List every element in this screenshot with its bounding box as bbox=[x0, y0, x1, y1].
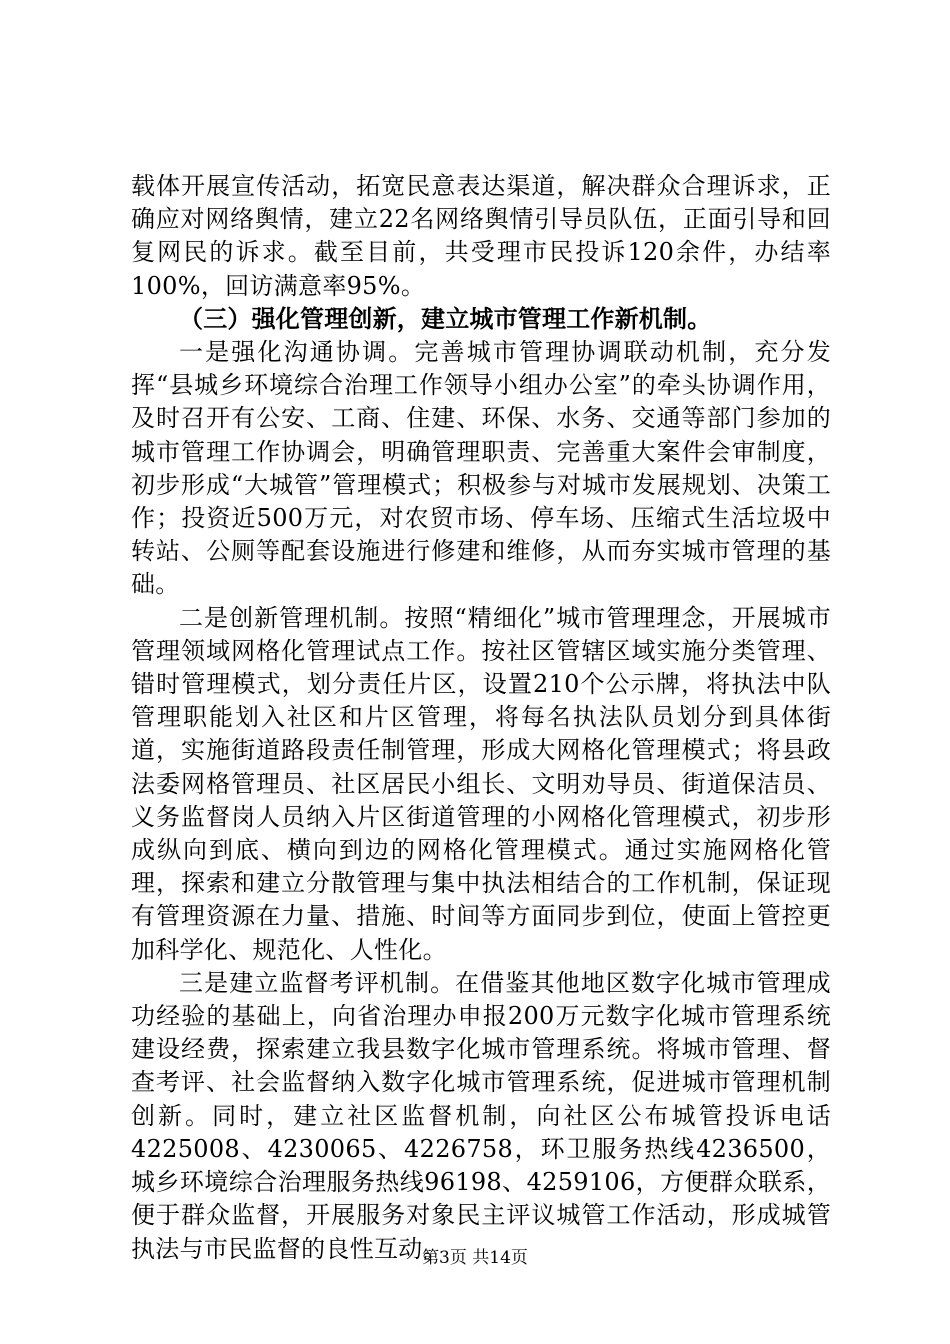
paragraph-continuation: 载体开展宣传活动，拓宽民意表达渠道，解决群众合理诉求，正确应对网络舆情，建立22名网络舆情引导员队伍，正面引导和回复网民的诉求。截至目前，共受理市民投诉120余件，办结率100%，回访满意率95%。 bbox=[131, 172, 831, 300]
paragraph-mechanism: 二是创新管理机制。按照“精细化”城市管理理念，开展城市管理领域网格化管理试点工作。按社区管辖区域实施分类管理、错时管理模式，划分责任片区，设置210个公示牌，将执法中队管理职能划入社区和片区管理，将每名执法队员划分到具体街道，实施街道路段责任制管理，形成大网格化管理模式；将县政法委网格管理员、社区居民小组长、文明劝导员、街道保洁员、义务监督岗人员纳入片区街道管理的小网格化管理模式，初步形成纵向到底、横向到边的网格化管理模式。通过实施网格化管理，探索和建立分散管理与集中执法相结合的工作机制，保证现有管理资源在力量、措施、时间等方面同步到位，使面上管控更加科学化、规范化、人性化。 bbox=[131, 603, 831, 964]
document-body bbox=[131, 170, 831, 1266]
section-heading: （三）强化管理创新，建立城市管理工作新机制。 bbox=[179, 304, 712, 333]
page-footer: 第3页 共14页 bbox=[422, 1248, 528, 1268]
paragraph-communication: 一是强化沟通协调。完善城市管理协调联动机制，充分发挥“县城乡环境综合治理工作领导小组办公室”的牵头协调作用，及时召开有公安、工商、住建、环保、水务、交通等部门参加的城市管理工作协调会，明确管理职责、完善重大案件会审制度，初步形成“大城管”管理模式；积极参与对城市发展规划、决策工作；投资近500万元，对农贸市场、停车场、压缩式生活垃圾中转站、公厕等配套设施进行修建和维修，从而夯实城市管理的基础。 bbox=[131, 338, 831, 599]
paragraph-supervision: 三是建立监督考评机制。在借鉴其他地区数字化城市管理成功经验的基础上，向省治理办申报200万元数字化城市管理系统建设经费，探索建立我县数字化城市管理系统。将城市管理、督查考评、社会监督纳入数字化城市管理系统，促进城市管理机制创新。同时，建立社区监督机制，向社区公布城管投诉电话4225008、4230065、4226758，环卫服务热线4236500，城乡环境综合治理服务热线96198、4259106，方便群众联系，便于群众监督，开展服务对象民主评议城管工作活动，形成城管执法与市民监督的良性互动。 bbox=[131, 968, 831, 1263]
